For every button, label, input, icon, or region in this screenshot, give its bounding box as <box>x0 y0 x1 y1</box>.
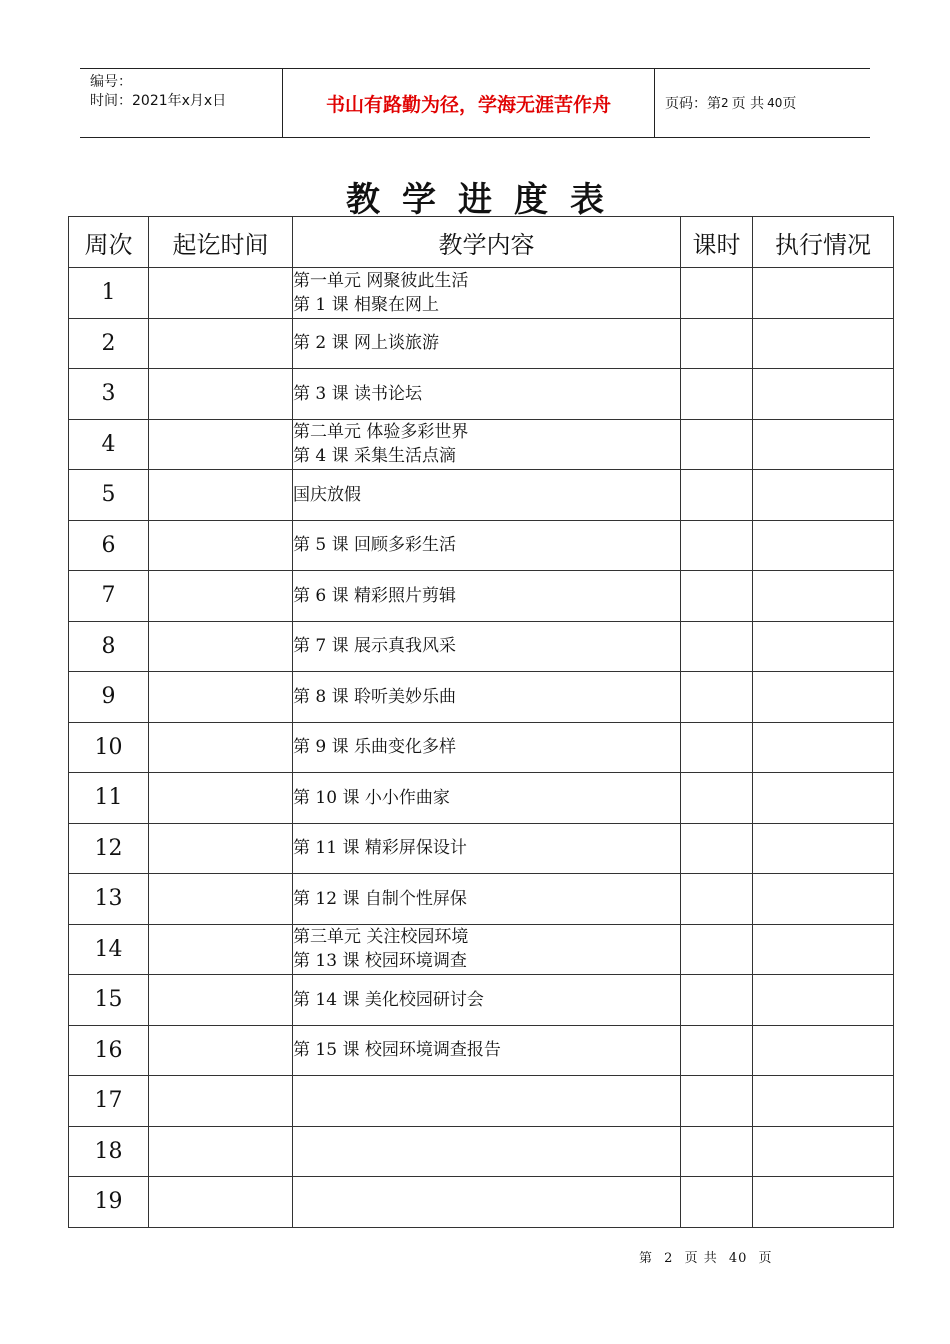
content-cell <box>293 268 681 319</box>
week-cell: 10 <box>69 722 149 773</box>
content-line: 第 5 课 回顾多彩生活 <box>293 535 457 556</box>
content-line: 第 10 课 小小作曲家 <box>293 787 450 808</box>
period-cell <box>149 823 293 874</box>
footer-page-number: 2 <box>664 1251 674 1266</box>
status-cell <box>753 470 894 521</box>
week-cell: 11 <box>69 773 149 824</box>
week-cell: 15 <box>69 975 149 1026</box>
content-cell <box>293 1177 681 1228</box>
table-row <box>69 1025 894 1076</box>
hours-cell <box>681 520 753 571</box>
header-motto: 书山有路勤为径，学海无涯苦作舟 <box>282 69 655 137</box>
content-line: 第二单元 体验多彩世界 <box>293 422 469 443</box>
schedule-table <box>68 216 894 1228</box>
content-line: 第 3 课 读书论坛 <box>293 383 423 404</box>
content-cell <box>293 571 681 622</box>
table-row <box>69 571 894 622</box>
table-row <box>69 1076 894 1127</box>
content-line: 第 13 课 校园环境调查 <box>293 951 467 972</box>
table-row <box>69 470 894 521</box>
content-line: 第 2 课 网上谈旅游 <box>293 333 440 354</box>
content-line: 第 15 课 校园环境调查报告 <box>293 1040 501 1061</box>
header-period: 起讫时间 <box>149 217 293 268</box>
status-cell <box>753 268 894 319</box>
table-row <box>69 520 894 571</box>
week-cell: 4 <box>69 419 149 470</box>
week-cell: 19 <box>69 1177 149 1228</box>
week-cell: 18 <box>69 1126 149 1177</box>
hours-cell <box>681 722 753 773</box>
table-row <box>69 773 894 824</box>
table-row <box>69 924 894 975</box>
table-row <box>69 419 894 470</box>
period-cell <box>149 571 293 622</box>
hours-cell <box>681 672 753 723</box>
table-row <box>69 268 894 319</box>
period-cell <box>149 975 293 1026</box>
doc-time-label: 时间：2021年x月x日 <box>90 93 227 109</box>
hours-cell <box>681 1076 753 1127</box>
hours-cell <box>681 369 753 420</box>
content-cell <box>293 470 681 521</box>
content-line: 第 4 课 采集生活点滴 <box>293 446 457 467</box>
status-cell <box>753 1126 894 1177</box>
hours-cell <box>681 874 753 925</box>
header-page-total: 40 <box>767 96 783 110</box>
content-cell <box>293 318 681 369</box>
content-cell <box>293 621 681 672</box>
status-cell <box>753 1177 894 1228</box>
period-cell <box>149 1126 293 1177</box>
period-cell <box>149 470 293 521</box>
content-line: 第三单元 关注校园环境 <box>293 927 469 948</box>
week-cell: 12 <box>69 823 149 874</box>
table-row <box>69 318 894 369</box>
header-page-number: 2 <box>721 96 729 110</box>
status-cell <box>753 571 894 622</box>
status-cell <box>753 672 894 723</box>
week-cell: 9 <box>69 672 149 723</box>
hours-cell <box>681 975 753 1026</box>
page-footer: 第 2 页 共 40 页 <box>639 1251 773 1266</box>
content-cell <box>293 520 681 571</box>
period-cell <box>149 621 293 672</box>
content-line: 第 9 课 乐曲变化多样 <box>293 737 457 758</box>
status-cell <box>753 975 894 1026</box>
status-cell <box>753 823 894 874</box>
content-cell <box>293 419 681 470</box>
table-row <box>69 975 894 1026</box>
week-cell: 13 <box>69 874 149 925</box>
page-title: 教学进度表 <box>346 180 626 220</box>
status-cell <box>753 520 894 571</box>
schedule-body <box>69 268 894 1228</box>
period-cell <box>149 874 293 925</box>
hours-cell <box>681 1025 753 1076</box>
content-line: 第 8 课 聆听美妙乐曲 <box>293 686 457 707</box>
status-cell <box>753 1076 894 1127</box>
content-line: 第一单元 网聚彼此生活 <box>293 270 469 291</box>
status-cell <box>753 1025 894 1076</box>
page-header <box>80 68 870 138</box>
content-cell <box>293 874 681 925</box>
header-hours: 课时 <box>681 217 753 268</box>
content-cell <box>293 1076 681 1127</box>
table-row <box>69 823 894 874</box>
header-week: 周次 <box>69 217 149 268</box>
header-status: 执行情况 <box>753 217 894 268</box>
status-cell <box>753 318 894 369</box>
period-cell <box>149 1025 293 1076</box>
status-cell <box>753 924 894 975</box>
week-cell: 3 <box>69 369 149 420</box>
content-line: 第 12 课 自制个性屏保 <box>293 888 467 909</box>
week-cell: 14 <box>69 924 149 975</box>
week-cell: 6 <box>69 520 149 571</box>
period-cell <box>149 369 293 420</box>
status-cell <box>753 369 894 420</box>
period-cell <box>149 773 293 824</box>
period-cell <box>149 419 293 470</box>
content-cell <box>293 975 681 1026</box>
status-cell <box>753 621 894 672</box>
table-row <box>69 369 894 420</box>
week-cell: 5 <box>69 470 149 521</box>
hours-cell <box>681 470 753 521</box>
week-cell: 8 <box>69 621 149 672</box>
period-cell <box>149 268 293 319</box>
table-header-row <box>69 217 894 268</box>
table-row <box>69 672 894 723</box>
hours-cell <box>681 1177 753 1228</box>
hours-cell <box>681 571 753 622</box>
content-line: 第 6 课 精彩照片剪辑 <box>293 585 457 606</box>
content-cell <box>293 773 681 824</box>
content-line: 国庆放假 <box>293 484 361 505</box>
week-cell: 1 <box>69 268 149 319</box>
week-cell: 2 <box>69 318 149 369</box>
status-cell <box>753 874 894 925</box>
content-line: 第 7 课 展示真我风采 <box>293 636 457 657</box>
status-cell <box>753 773 894 824</box>
hours-cell <box>681 621 753 672</box>
week-cell: 16 <box>69 1025 149 1076</box>
period-cell <box>149 520 293 571</box>
hours-cell <box>681 318 753 369</box>
period-cell <box>149 672 293 723</box>
status-cell <box>753 722 894 773</box>
footer-page-total: 40 <box>728 1251 748 1266</box>
hours-cell <box>681 773 753 824</box>
content-cell <box>293 1126 681 1177</box>
period-cell <box>149 722 293 773</box>
status-cell <box>753 419 894 470</box>
table-row <box>69 874 894 925</box>
week-cell: 7 <box>69 571 149 622</box>
content-cell <box>293 924 681 975</box>
content-cell <box>293 672 681 723</box>
hours-cell <box>681 419 753 470</box>
content-line: 第 1 课 相聚在网上 <box>293 294 440 315</box>
content-line: 第 14 课 美化校园研讨会 <box>293 989 484 1010</box>
content-cell <box>293 823 681 874</box>
hours-cell <box>681 268 753 319</box>
header-page-info: 页码：第 2 页 共 40 页 <box>665 96 797 112</box>
header-meta <box>80 69 282 137</box>
header-content: 教学内容 <box>293 217 681 268</box>
table-row <box>69 1177 894 1228</box>
table-row <box>69 621 894 672</box>
period-cell <box>149 318 293 369</box>
hours-cell <box>681 1126 753 1177</box>
content-cell <box>293 369 681 420</box>
week-cell: 17 <box>69 1076 149 1127</box>
period-cell <box>149 924 293 975</box>
table-row <box>69 722 894 773</box>
doc-number-label: 编号： <box>90 74 132 90</box>
table-row <box>69 1126 894 1177</box>
hours-cell <box>681 924 753 975</box>
content-line: 第 11 课 精彩屏保设计 <box>293 838 467 859</box>
period-cell <box>149 1076 293 1127</box>
content-cell <box>293 1025 681 1076</box>
period-cell <box>149 1177 293 1228</box>
content-cell <box>293 722 681 773</box>
hours-cell <box>681 823 753 874</box>
